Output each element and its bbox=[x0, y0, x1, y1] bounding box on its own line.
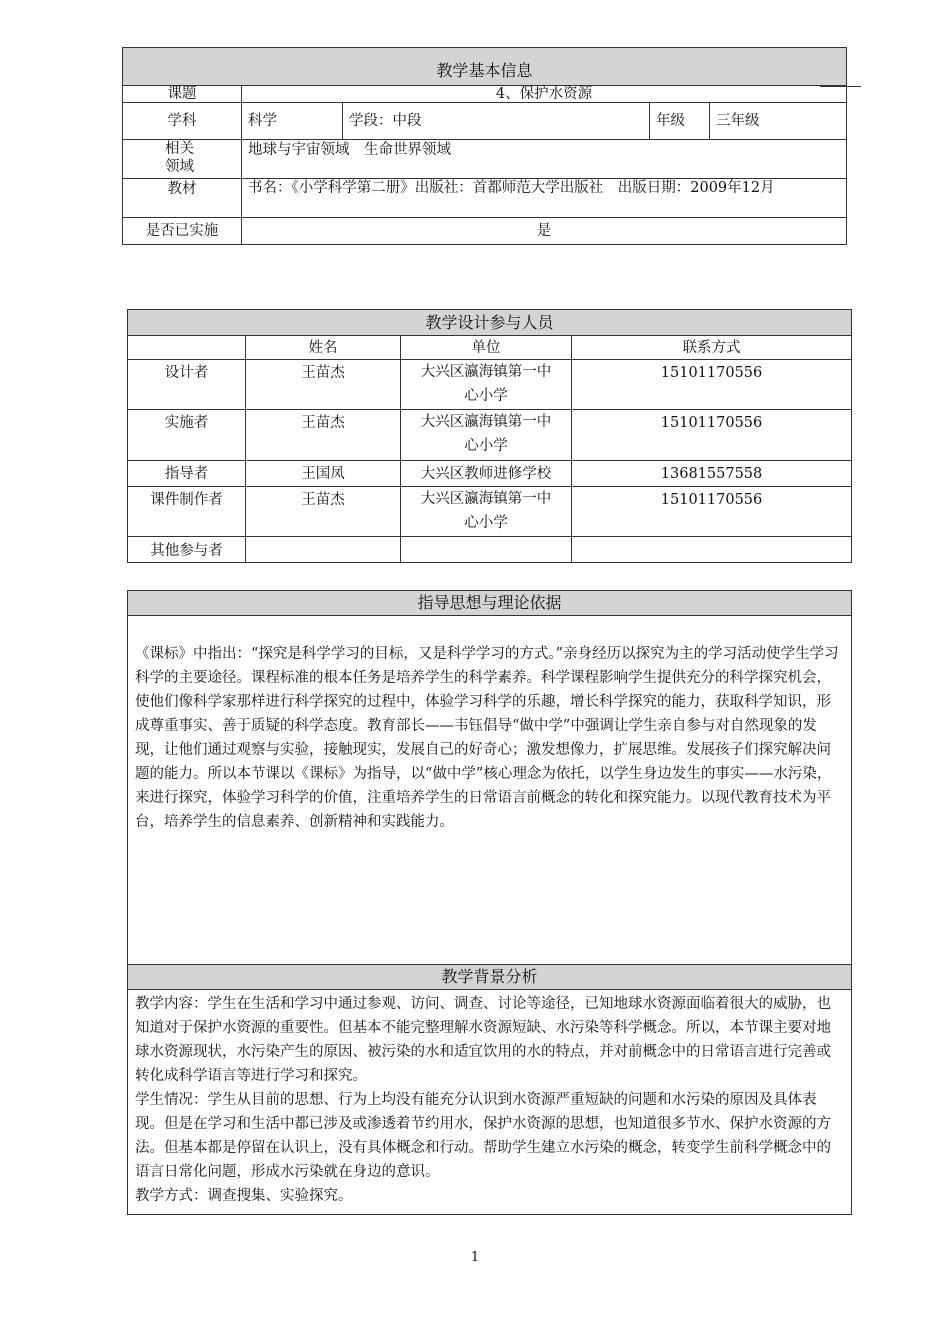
participants-table bbox=[127, 309, 852, 563]
name-cell: 王国凤 bbox=[246, 461, 401, 487]
participants-header: 教学设计参与人员 bbox=[128, 310, 852, 336]
field-label-line-2: 领域 bbox=[165, 159, 194, 175]
implemented-value: 是 bbox=[242, 218, 847, 245]
column-header-name: 姓名 bbox=[246, 336, 401, 360]
background-method: 教学方式：调查搜集、实验探究。 bbox=[135, 1188, 353, 1204]
table-row bbox=[128, 537, 852, 563]
name-cell: 王苗杰 bbox=[246, 487, 401, 537]
basic-info-table bbox=[122, 47, 847, 245]
column-header-contact: 联系方式 bbox=[572, 336, 852, 360]
role-cell: 实施者 bbox=[128, 410, 246, 461]
role-cell: 指导者 bbox=[128, 461, 246, 487]
unit-cell: 大兴区教师进修学校 bbox=[401, 461, 572, 487]
unit-line-1: 大兴区瀛海镇第一中 bbox=[420, 364, 552, 380]
header-underline-extension bbox=[820, 86, 861, 87]
contact-cell: 13681557558 bbox=[572, 461, 852, 487]
background-body bbox=[128, 990, 852, 1215]
background-content: 教学内容：学生在生活和学习中通过参观、访问、调查、讨论等途径，已知地球水资源面临着很大的威胁，也知道对于保护水资源的重要性。但基本不能完整理解水资源短缺、水污染等科学概念。所以，本节课主要对地球水资源现状，水污染产生的原因、被污染的水和适宜饮用的水的特点，并对前概念中的日常语言进行完善或转化成科学语言等进行学习和探究。 bbox=[135, 996, 831, 1084]
column-header-unit: 单位 bbox=[401, 336, 572, 360]
basic-info-header: 教学基本信息 bbox=[123, 48, 847, 86]
unit-cell bbox=[401, 487, 572, 537]
topic-label: 课题 bbox=[123, 86, 242, 103]
contact-cell bbox=[572, 537, 852, 563]
guiding-text: 《课标》中指出：“探究是科学学习的目标，又是科学学习的方式。”亲身经历以探究为主的学习活动使学生学习科学的主要途径。课程标准的根本任务是培养学生的科学素养。科学课程影响学生提供充分的科学探究机会，使他们像科学家那样进行科学探究的过程中，体验学习科学的乐趣，增长科学探究的能力，获取科学知识，形成尊重事实、善于质疑的科学态度。教育部长——韦钰倡导“做中学”中强调让学生亲自参与对自然现象的发现，让他们通过观察与实验，接触现实，发展自己的好奇心；激发想像力，扩展思维。发展孩子们探究解决问题的能力。所以本节课以《课标》为指导，以“做中学”核心理念为依托，以学生身边发生的事实——水污染，来进行探究，体验学习科学的价值，注重培养学生的日常语言前概念的转化和探究能力。以现代教育技术为平台，培养学生的信息素养、创新精神和实践能力。 bbox=[128, 616, 852, 965]
unit-cell bbox=[401, 410, 572, 461]
page-number: 1 bbox=[470, 1250, 480, 1265]
field-value: 地球与宇宙领域 生命世界领域 bbox=[242, 140, 847, 179]
stage-text: 学段：中段 bbox=[343, 103, 650, 140]
subject-label: 学科 bbox=[123, 103, 242, 140]
unit-line-2: 心小学 bbox=[464, 438, 508, 454]
field-label-line-1: 相关 bbox=[165, 141, 194, 157]
contact-cell: 15101170556 bbox=[572, 410, 852, 461]
field-label bbox=[123, 140, 242, 179]
textbook-value: 书名：《小学科学第二册》出版社：首都师范大学出版社 出版日期：2009年12月 bbox=[242, 179, 847, 218]
analysis-table bbox=[127, 590, 852, 1215]
unit-line-1: 大兴区瀛海镇第一中 bbox=[420, 414, 552, 430]
table-row bbox=[128, 360, 852, 410]
unit-line-2: 心小学 bbox=[464, 388, 508, 404]
topic-value: 4、保护水资源 bbox=[242, 86, 847, 103]
guiding-header: 指导思想与理论依据 bbox=[128, 591, 852, 616]
implemented-label: 是否已实施 bbox=[123, 218, 242, 245]
background-header: 教学背景分析 bbox=[128, 965, 852, 990]
name-cell: 王苗杰 bbox=[246, 410, 401, 461]
table-row bbox=[128, 461, 852, 487]
textbook-label: 教材 bbox=[123, 179, 242, 218]
grade-label: 年级 bbox=[650, 103, 710, 140]
unit-line-1: 大兴区瀛海镇第一中 bbox=[420, 491, 552, 507]
table-row bbox=[128, 410, 852, 461]
unit-cell bbox=[401, 360, 572, 410]
role-cell: 其他参与者 bbox=[128, 537, 246, 563]
table-row bbox=[128, 487, 852, 537]
column-header-blank bbox=[128, 336, 246, 360]
contact-cell: 15101170556 bbox=[572, 487, 852, 537]
grade-value: 三年级 bbox=[710, 103, 847, 140]
subject-value: 科学 bbox=[242, 103, 343, 140]
name-cell bbox=[246, 537, 401, 563]
unit-cell bbox=[401, 537, 572, 563]
unit-line-2: 心小学 bbox=[464, 515, 508, 531]
role-cell: 课件制作者 bbox=[128, 487, 246, 537]
background-students: 学生情况：学生从目前的思想、行为上均没有能充分认识到水资源严重短缺的问题和水污染的原因及具体表现。但是在学习和生活中都已涉及或渗透着节约用水，保护水资源的思想，也知道很多节水、保护水资源的方法。但基本都是停留在认识上，没有具体概念和行动。帮助学生建立水污染的概念，转变学生前科学概念中的语言日常化问题，形成水污染就在身边的意识。 bbox=[135, 1092, 831, 1180]
name-cell: 王苗杰 bbox=[246, 360, 401, 410]
role-cell: 设计者 bbox=[128, 360, 246, 410]
contact-cell: 15101170556 bbox=[572, 360, 852, 410]
